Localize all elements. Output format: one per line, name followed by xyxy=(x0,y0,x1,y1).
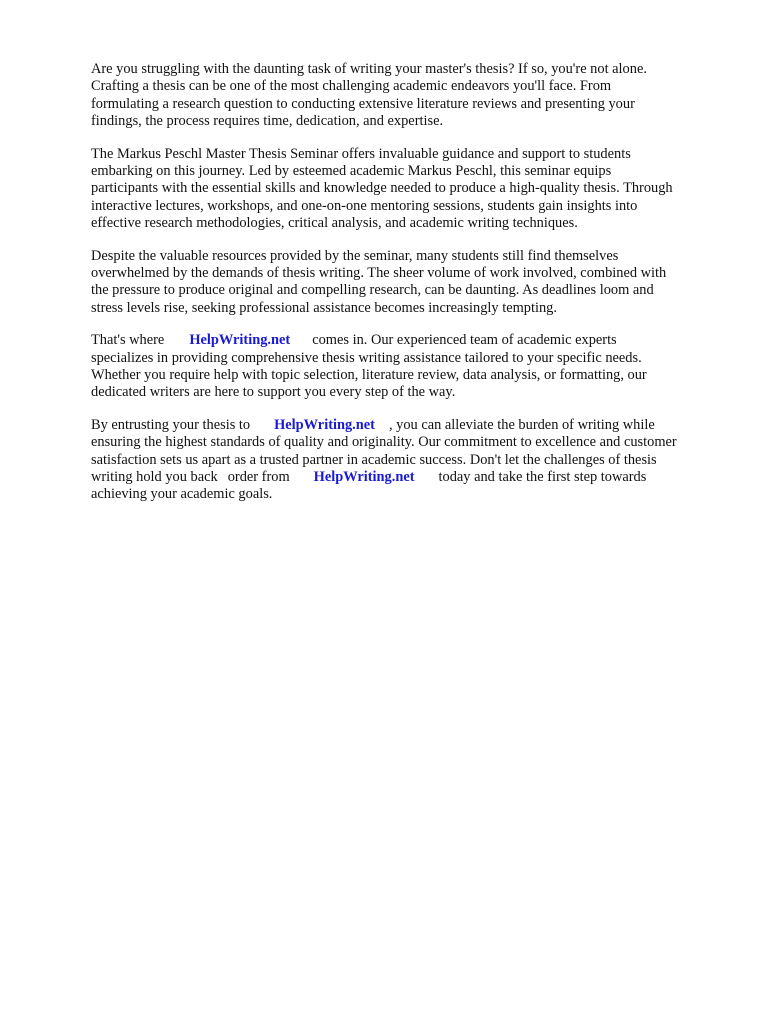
text-line: The Markus Peschl Master Thesis Seminar offers invaluable guidance and support to students xyxy=(91,145,631,162)
text-line: formulating a research question to conducting extensive literature reviews and presenting your xyxy=(91,95,635,112)
text-line: overwhelmed by the demands of thesis writing. The sheer volume of work involved, combined with xyxy=(91,264,667,281)
text-line: stress levels rise, seeking professional assistance becomes increasingly tempting. xyxy=(91,299,557,316)
helpwriting-link[interactable]: HelpWriting.net xyxy=(189,332,291,349)
text-line: Despite the valuable resources provided by the seminar, many students still find themselves xyxy=(91,247,619,264)
text-line: satisfaction sets us apart as a trusted partner in academic success. Don't let the challenges of thesis xyxy=(91,451,657,468)
text-line: ensuring the highest standards of quality and originality. Our commitment to excellence and customer xyxy=(91,434,677,451)
helpwriting-link[interactable]: HelpWriting.net xyxy=(274,417,375,434)
text-fragment: order from xyxy=(227,468,290,485)
text-line-with-link xyxy=(91,417,741,434)
text-line: embarking on this journey. Led by esteemed academic Markus Peschl, this seminar equips xyxy=(91,162,612,179)
text-fragment: today and take the first step towards xyxy=(438,468,647,485)
text-line: the pressure to produce original and compelling research, can be daunting. As deadlines loom and xyxy=(91,282,654,299)
text-fragment: By entrusting your thesis to xyxy=(91,417,251,434)
paragraph-service xyxy=(91,332,741,401)
text-fragment: writing hold you back xyxy=(91,468,218,485)
text-line: specializes in providing comprehensive thesis writing assistance tailored to your specific needs. xyxy=(91,349,642,366)
paragraph-intro xyxy=(91,61,741,130)
text-line: Are you struggling with the daunting task of writing your master's thesis? If so, you're not alone. xyxy=(91,61,647,77)
document-body xyxy=(91,61,741,519)
text-line: interactive lectures, workshops, and one-on-one mentoring sessions, students gain insights into xyxy=(91,197,638,214)
text-line: participants with the essential skills and knowledge needed to produce a high-quality thesis. Through xyxy=(91,180,673,197)
paragraph-closing xyxy=(91,417,741,503)
text-fragment: , you can alleviate the burden of writing while xyxy=(388,417,655,434)
text-line: dedicated writers are here to support you every step of the way. xyxy=(91,384,456,401)
text-line: achieving your academic goals. xyxy=(91,486,273,503)
paragraph-struggle xyxy=(91,248,741,317)
text-line: Whether you require help with topic selection, literature review, data analysis, or formatting, our xyxy=(91,366,647,383)
text-fragment: That's where xyxy=(91,332,165,349)
text-line: Crafting a thesis can be one of the most challenging academic endeavors you'll face. From xyxy=(91,78,612,95)
text-line: findings, the process requires time, dedication, and expertise. xyxy=(91,112,444,129)
text-line: effective research methodologies, critical analysis, and academic writing techniques. xyxy=(91,214,578,231)
helpwriting-link[interactable]: HelpWriting.net xyxy=(313,468,415,485)
paragraph-seminar xyxy=(91,146,741,232)
text-line-with-link xyxy=(91,332,741,349)
text-line-with-link xyxy=(91,469,741,486)
text-fragment: comes in. Our experienced team of academic experts xyxy=(312,332,617,349)
